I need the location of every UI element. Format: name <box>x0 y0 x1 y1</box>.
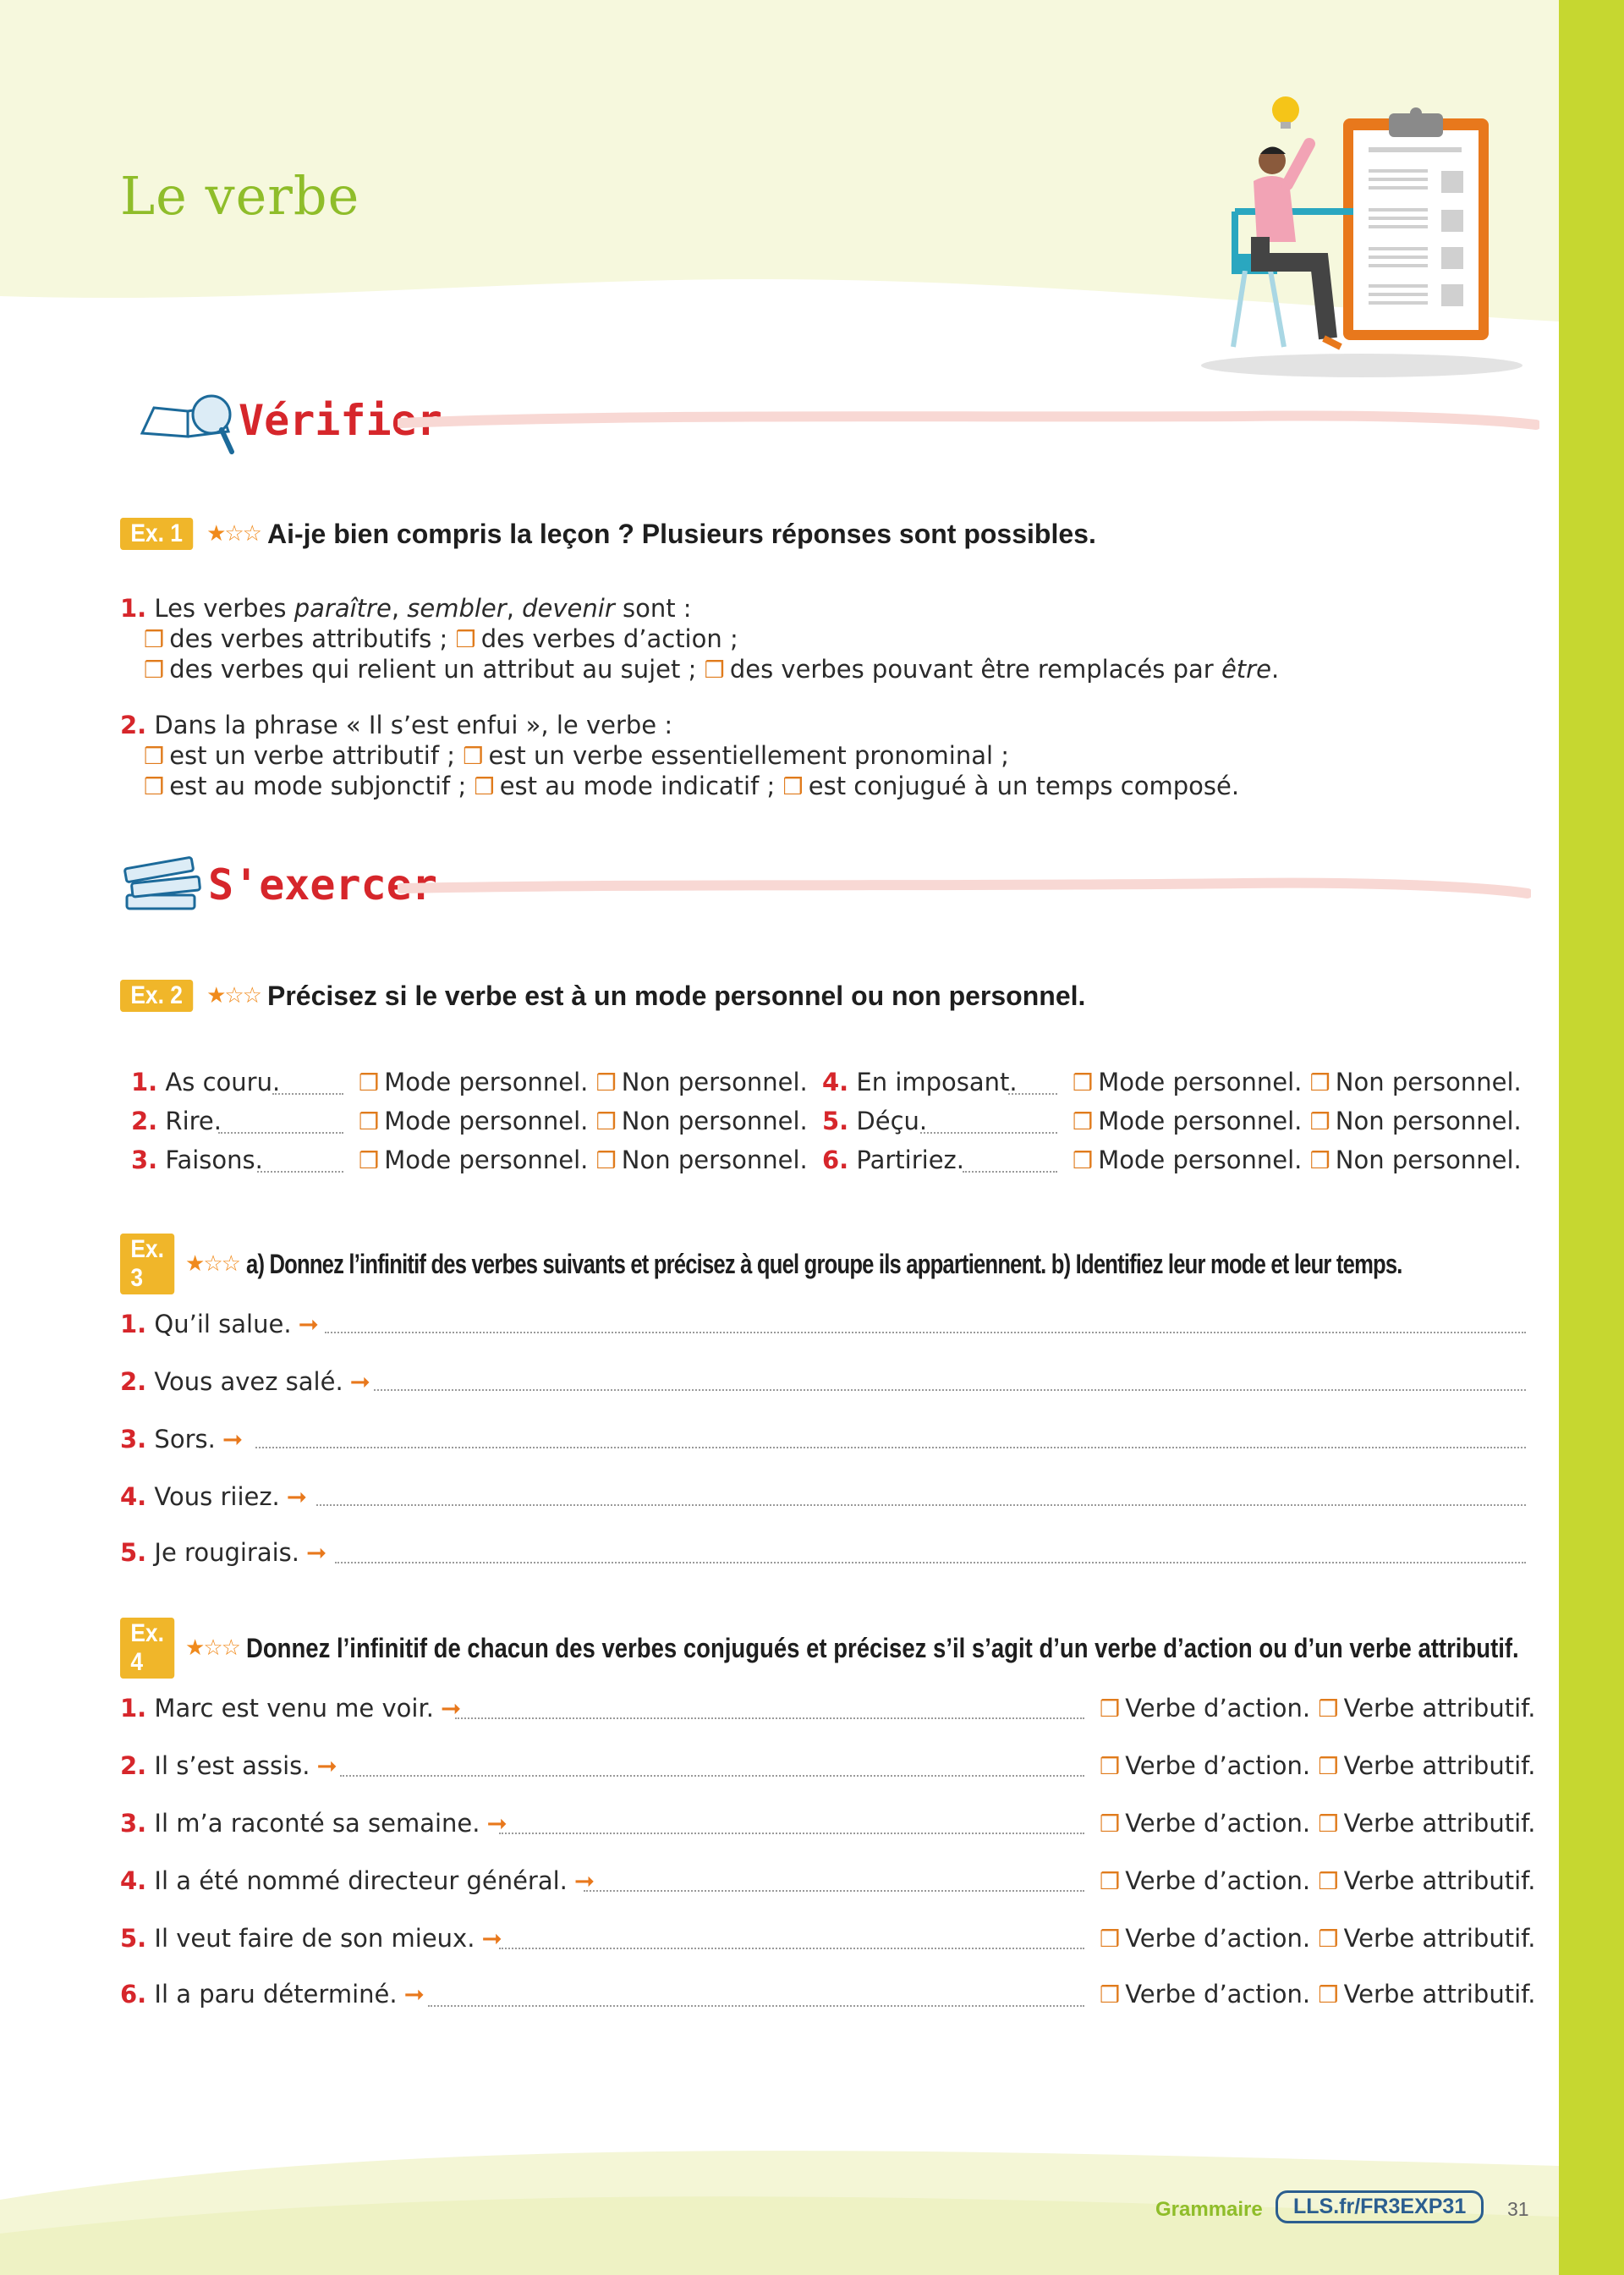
ex3-item: 4. Vous riiez. ➞ <box>120 1482 308 1511</box>
footer-link[interactable]: LLS.fr/FR3EXP31 <box>1276 2190 1484 2223</box>
ex1-header <box>120 518 1096 550</box>
checkbox[interactable]: ❒ <box>1073 1109 1094 1135</box>
ex4-item: 1. Marc est venu me voir. ➞ <box>120 1694 462 1723</box>
ex2-choices: ❒ Mode personnel. ❒ Non personnel. <box>1073 1146 1522 1174</box>
checkbox[interactable]: ❒ <box>1100 1982 1121 2008</box>
ex3-item: 1. Qu’il salue. ➞ <box>120 1310 319 1338</box>
ex2-item: 3. Faisons. <box>131 1146 263 1174</box>
verifier-title: Vérifier <box>239 396 442 445</box>
ex4-item: 6. Il a paru déterminé. ➞ <box>120 1980 425 2008</box>
answer-dotted-line[interactable] <box>255 1447 1526 1448</box>
page-number: 31 <box>1507 2198 1529 2220</box>
answer-dotted-line[interactable] <box>455 1717 1084 1719</box>
ex2-choices: ❒ Mode personnel. ❒ Non personnel. <box>359 1107 808 1135</box>
checkbox[interactable]: ❒ <box>1100 1696 1121 1723</box>
ex3-item: 2. Vous avez salé. ➞ <box>120 1367 370 1396</box>
ex3-item: 5. Je rougirais. ➞ <box>120 1538 327 1567</box>
ex2-choices: ❒ Mode personnel. ❒ Non personnel. <box>359 1068 808 1096</box>
exercer-divider <box>398 876 1531 902</box>
ex4-choices: ❒ Verbe d’action. ❒ Verbe attributif. <box>1100 1694 1536 1723</box>
ex2-item: 2. Rire. <box>131 1107 222 1135</box>
ex2-instruction: Précisez si le verbe est à un mode personnel ou non personnel. <box>267 980 1086 1011</box>
difficulty-stars: ★☆☆ <box>185 1251 239 1277</box>
checkbox[interactable]: ❒ <box>1318 1696 1339 1723</box>
checkbox[interactable]: ❒ <box>455 627 476 653</box>
checkbox[interactable]: ❒ <box>144 657 165 684</box>
difficulty-stars: ★☆☆ <box>206 983 261 1008</box>
checkbox[interactable]: ❒ <box>1309 1070 1330 1096</box>
ex4-choices: ❒ Verbe d’action. ❒ Verbe attributif. <box>1100 1809 1536 1838</box>
answer-dotted-line[interactable] <box>218 1132 343 1134</box>
answer-dotted-line[interactable] <box>920 1132 1057 1134</box>
checkbox[interactable]: ❒ <box>359 1070 380 1096</box>
answer-dotted-line[interactable] <box>325 1332 1526 1333</box>
ex1-q2-options-line2: ❒ est au mode subjonctif ; ❒ est au mode indicatif ; ❒ est conjugué à un temps composé. <box>144 772 1240 800</box>
ex1-q2-stem: 2. Dans la phrase « Il s’est enfui », le verbe : <box>120 711 673 739</box>
ex4-choices: ❒ Verbe d’action. ❒ Verbe attributif. <box>1100 1924 1536 1953</box>
page-title: Le verbe <box>120 165 360 227</box>
checkbox[interactable]: ❒ <box>1309 1148 1330 1174</box>
ex1-q2-options-line1: ❒ est un verbe attributif ; ❒ est un verbe essentiellement pronominal ; <box>144 741 1010 770</box>
magnifier-book-icon <box>137 382 239 459</box>
ex4-badge: Ex. 4 <box>120 1618 174 1679</box>
ex2-item: 6. Partiriez. <box>822 1146 964 1174</box>
arrow-right-icon: ➞ <box>286 1482 308 1511</box>
answer-dotted-line[interactable] <box>428 2005 1084 2007</box>
checkbox[interactable]: ❒ <box>1100 1811 1121 1838</box>
answer-dotted-line[interactable] <box>499 1833 1084 1834</box>
ex4-choices: ❒ Verbe d’action. ❒ Verbe attributif. <box>1100 1866 1536 1895</box>
arrow-right-icon: ➞ <box>298 1310 319 1338</box>
verifier-heading <box>137 382 442 459</box>
ex2-choices: ❒ Mode personnel. ❒ Non personnel. <box>359 1146 808 1174</box>
exercer-heading <box>120 851 437 919</box>
checkbox[interactable]: ❒ <box>1100 1926 1121 1953</box>
ex1-q1-options-line1: ❒ des verbes attributifs ; ❒ des verbes d’action ; <box>144 624 738 653</box>
answer-dotted-line[interactable] <box>335 1562 1526 1563</box>
ex4-choices: ❒ Verbe d’action. ❒ Verbe attributif. <box>1100 1751 1536 1780</box>
answer-dotted-line[interactable] <box>374 1389 1526 1391</box>
checkbox[interactable]: ❒ <box>1073 1148 1094 1174</box>
arrow-right-icon: ➞ <box>403 1980 425 2008</box>
ex2-header <box>120 980 1085 1012</box>
ex1-q1-stem: 1. Les verbes paraître, sembler, devenir sont : <box>120 594 692 623</box>
ex2-choices: ❒ Mode personnel. ❒ Non personnel. <box>1073 1068 1522 1096</box>
side-color-bar <box>1559 0 1624 2275</box>
ex3-header <box>120 1234 1624 1294</box>
exercer-title: S'exercer <box>208 860 437 909</box>
student-clipboard-illustration <box>1201 93 1539 381</box>
ex2-badge: Ex. 2 <box>120 980 193 1012</box>
checkbox[interactable]: ❒ <box>782 774 804 800</box>
ex4-item: 5. Il veut faire de son mieux. ➞ <box>120 1924 502 1953</box>
checkbox[interactable]: ❒ <box>595 1109 617 1135</box>
checkbox[interactable]: ❒ <box>704 657 725 684</box>
arrow-right-icon: ➞ <box>573 1866 595 1895</box>
answer-dotted-line[interactable] <box>584 1890 1084 1892</box>
checkbox[interactable]: ❒ <box>1318 1926 1339 1953</box>
arrow-right-icon: ➞ <box>440 1694 462 1723</box>
ex4-item: 3. Il m’a raconté sa semaine. ➞ <box>120 1809 508 1838</box>
arrow-right-icon: ➞ <box>349 1367 370 1396</box>
arrow-right-icon: ➞ <box>316 1751 337 1780</box>
checkbox[interactable]: ❒ <box>1318 1982 1339 2008</box>
ex2-item: 4. En imposant. <box>822 1068 1018 1096</box>
ex4-item: 2. Il s’est assis. ➞ <box>120 1751 337 1780</box>
ex2-choices: ❒ Mode personnel. ❒ Non personnel. <box>1073 1107 1522 1135</box>
ex2-item: 1. As couru. <box>131 1068 281 1096</box>
ex4-item: 4. Il a été nommé directeur général. ➞ <box>120 1866 595 1895</box>
ex3-item: 3. Sors. ➞ <box>120 1425 244 1453</box>
checkbox[interactable]: ❒ <box>144 774 165 800</box>
answer-dotted-line[interactable] <box>316 1504 1526 1506</box>
ex2-item: 5. Déçu. <box>822 1107 928 1135</box>
answer-dotted-line[interactable] <box>340 1775 1084 1777</box>
checkbox[interactable]: ❒ <box>359 1148 380 1174</box>
checkbox[interactable]: ❒ <box>463 744 484 770</box>
answer-dotted-line[interactable] <box>499 1948 1084 1949</box>
difficulty-stars: ★☆☆ <box>206 521 261 547</box>
arrow-right-icon: ➞ <box>481 1924 502 1953</box>
answer-dotted-line[interactable] <box>272 1093 343 1095</box>
checkbox[interactable]: ❒ <box>1100 1754 1121 1780</box>
checkbox[interactable]: ❒ <box>359 1109 380 1135</box>
ex1-badge: Ex. 1 <box>120 518 193 550</box>
answer-dotted-line[interactable] <box>1008 1093 1057 1095</box>
ex3-instruction: a) Donnez l’infinitif des verbes suivants et précisez à quel groupe ils appartiennent. b) Identifiez leur mode et leur temps. <box>245 1248 1402 1279</box>
books-stack-icon <box>120 851 208 919</box>
checkbox[interactable]: ❒ <box>1073 1070 1094 1096</box>
arrow-right-icon: ➞ <box>486 1809 508 1838</box>
verifier-divider <box>398 409 1539 435</box>
checkbox[interactable]: ❒ <box>1309 1109 1330 1135</box>
checkbox[interactable]: ❒ <box>144 627 165 653</box>
checkbox[interactable]: ❒ <box>1318 1754 1339 1780</box>
checkbox[interactable]: ❒ <box>595 1070 617 1096</box>
ex1-instruction: Ai-je bien compris la leçon ? Plusieurs réponses sont possibles. <box>267 518 1096 549</box>
checkbox[interactable]: ❒ <box>595 1148 617 1174</box>
arrow-right-icon: ➞ <box>222 1425 244 1453</box>
footer-section-label: Grammaire <box>1155 2198 1263 2221</box>
arrow-right-icon: ➞ <box>306 1538 327 1567</box>
ex4-header <box>120 1618 1624 1679</box>
checkbox[interactable]: ❒ <box>1318 1869 1339 1895</box>
checkbox[interactable]: ❒ <box>144 744 165 770</box>
checkbox[interactable]: ❒ <box>474 774 495 800</box>
answer-dotted-line[interactable] <box>963 1171 1057 1173</box>
difficulty-stars: ★☆☆ <box>185 1635 239 1661</box>
ex3-badge: Ex. 3 <box>120 1234 174 1294</box>
checkbox[interactable]: ❒ <box>1100 1869 1121 1895</box>
ex4-instruction: Donnez l’infinitif de chacun des verbes conjugués et précisez s’il s’agit d’un verbe d’action ou d’un verbe attributif. <box>245 1632 1519 1663</box>
checkbox[interactable]: ❒ <box>1318 1811 1339 1838</box>
ex1-q1-options-line2: ❒ des verbes qui relient un attribut au sujet ; ❒ des verbes pouvant être remplacés par être. <box>144 655 1280 684</box>
ex4-choices: ❒ Verbe d’action. ❒ Verbe attributif. <box>1100 1980 1536 2008</box>
answer-dotted-line[interactable] <box>257 1171 343 1173</box>
